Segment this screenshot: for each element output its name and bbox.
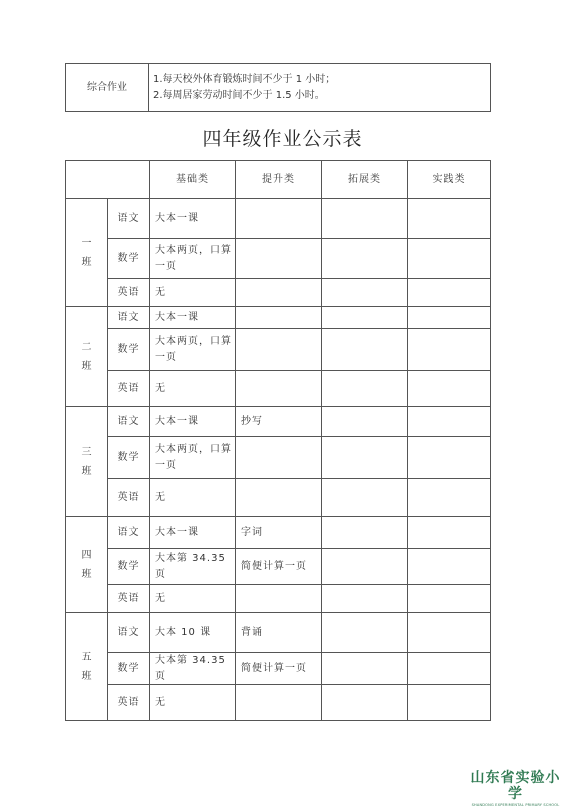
expand-homework-cell: [322, 479, 408, 517]
table-row: [66, 613, 491, 653]
basic-homework-cell: 大本第 34.35 页: [150, 653, 236, 685]
basic-homework-cell: 大本一课: [150, 407, 236, 437]
basic-homework-cell: 大本 10 课: [150, 613, 236, 653]
improve-homework-cell: 简便计算一页: [236, 549, 322, 585]
improve-homework-cell: [236, 279, 322, 307]
basic-homework-cell: 无: [150, 479, 236, 517]
expand-homework-cell: [322, 239, 408, 279]
improve-homework-cell: [236, 685, 322, 721]
subject-cell: 语文: [108, 199, 150, 239]
basic-homework-cell: 大本一课: [150, 307, 236, 329]
practice-homework-cell: [408, 307, 491, 329]
comprehensive-homework-table: [65, 63, 491, 112]
column-header: 拓展类: [322, 161, 408, 199]
class-name-cell: 一 班: [66, 199, 108, 307]
table-row: [66, 307, 491, 329]
subject-cell: 数学: [108, 549, 150, 585]
expand-homework-cell: [322, 407, 408, 437]
expand-homework-cell: [322, 685, 408, 721]
subject-cell: 英语: [108, 279, 150, 307]
improve-homework-cell: [236, 329, 322, 371]
table-row: [66, 329, 491, 371]
practice-homework-cell: [408, 371, 491, 407]
homework-line: 2.每周居家劳动时间不少于 1.5 小时。: [153, 89, 325, 101]
practice-homework-cell: [408, 517, 491, 549]
practice-homework-cell: [408, 585, 491, 613]
header-corner-cell: [66, 161, 150, 199]
expand-homework-cell: [322, 613, 408, 653]
basic-homework-cell: 无: [150, 279, 236, 307]
improve-homework-cell: [236, 199, 322, 239]
practice-homework-cell: [408, 653, 491, 685]
improve-homework-cell: [236, 437, 322, 479]
column-header: 基础类: [150, 161, 236, 199]
basic-homework-cell: 大本一课: [150, 517, 236, 549]
column-header: 实践类: [408, 161, 491, 199]
school-logo: [468, 770, 563, 808]
expand-homework-cell: [322, 653, 408, 685]
practice-homework-cell: [408, 479, 491, 517]
expand-homework-cell: [322, 549, 408, 585]
practice-homework-cell: [408, 437, 491, 479]
expand-homework-cell: [322, 279, 408, 307]
table-row: [66, 371, 491, 407]
practice-homework-cell: [408, 685, 491, 721]
class-name-cell: 三 班: [66, 407, 108, 517]
practice-homework-cell: [408, 239, 491, 279]
table-row: [66, 407, 491, 437]
table-row: [66, 653, 491, 685]
table-row: [66, 239, 491, 279]
basic-homework-cell: 大本一课: [150, 199, 236, 239]
improve-homework-cell: [236, 307, 322, 329]
class-name-cell: 五 班: [66, 613, 108, 721]
subject-cell: 英语: [108, 585, 150, 613]
practice-homework-cell: [408, 407, 491, 437]
improve-homework-cell: [236, 585, 322, 613]
improve-homework-cell: 抄写: [236, 407, 322, 437]
table-row: [66, 479, 491, 517]
expand-homework-cell: [322, 517, 408, 549]
subject-cell: 数学: [108, 239, 150, 279]
expand-homework-cell: [322, 199, 408, 239]
basic-homework-cell: 大本两页，口算一页: [150, 239, 236, 279]
subject-cell: 数学: [108, 437, 150, 479]
subject-cell: 英语: [108, 479, 150, 517]
comprehensive-homework-content: [149, 64, 491, 112]
subject-cell: 数学: [108, 653, 150, 685]
header-row: [66, 161, 491, 199]
table-row: [66, 199, 491, 239]
improve-homework-cell: 背诵: [236, 613, 322, 653]
column-header: 提升类: [236, 161, 322, 199]
table-row: [66, 437, 491, 479]
school-logo-english: SHANDONG EXPERIMENTAL PRIMARY SCHOOL: [471, 803, 560, 807]
improve-homework-cell: [236, 239, 322, 279]
subject-cell: 英语: [108, 685, 150, 721]
subject-cell: 语文: [108, 613, 150, 653]
basic-homework-cell: 无: [150, 585, 236, 613]
table-row: [66, 279, 491, 307]
comprehensive-homework-label: 综合作业: [66, 64, 149, 112]
expand-homework-cell: [322, 371, 408, 407]
subject-cell: 数学: [108, 329, 150, 371]
homework-line: 1.每天校外体育锻炼时间不少于 1 小时；: [153, 74, 336, 85]
improve-homework-cell: 简便计算一页: [236, 653, 322, 685]
homework-schedule-table: [65, 160, 491, 721]
school-logo-name: 山东省实验小学: [470, 770, 561, 802]
basic-homework-cell: 无: [150, 685, 236, 721]
class-name-cell: 四 班: [66, 517, 108, 613]
improve-homework-cell: 字词: [236, 517, 322, 549]
improve-homework-cell: [236, 479, 322, 517]
basic-homework-cell: 大本第 34.35 页: [150, 549, 236, 585]
page-title: 四年级作业公示表: [202, 128, 363, 150]
expand-homework-cell: [322, 585, 408, 613]
practice-homework-cell: [408, 613, 491, 653]
subject-cell: 语文: [108, 307, 150, 329]
practice-homework-cell: [408, 199, 491, 239]
table-row: [66, 685, 491, 721]
improve-homework-cell: [236, 371, 322, 407]
subject-cell: 英语: [108, 371, 150, 407]
expand-homework-cell: [322, 307, 408, 329]
practice-homework-cell: [408, 279, 491, 307]
practice-homework-cell: [408, 549, 491, 585]
practice-homework-cell: [408, 329, 491, 371]
expand-homework-cell: [322, 437, 408, 479]
table-row: [66, 517, 491, 549]
class-name-cell: 二 班: [66, 307, 108, 407]
basic-homework-cell: 无: [150, 371, 236, 407]
table-row: [66, 549, 491, 585]
subject-cell: 语文: [108, 517, 150, 549]
basic-homework-cell: 大本两页，口算一页: [150, 437, 236, 479]
subject-cell: 语文: [108, 407, 150, 437]
table-row: [66, 585, 491, 613]
expand-homework-cell: [322, 329, 408, 371]
basic-homework-cell: 大本两页，口算一页: [150, 329, 236, 371]
